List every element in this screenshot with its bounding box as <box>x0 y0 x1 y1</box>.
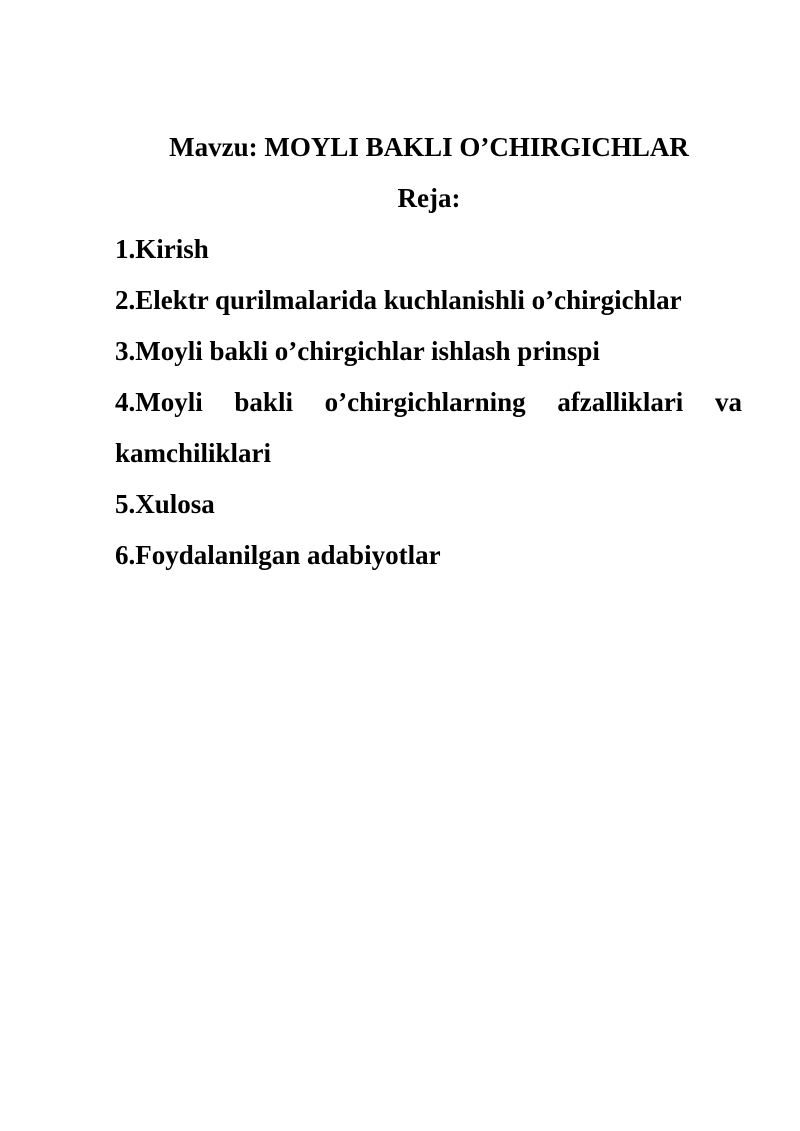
plan-item-4-line-2: kamchiliklari <box>115 438 272 468</box>
document-content <box>115 122 742 581</box>
plan-item-6: 6.Foydalanilgan adabiyotlar <box>115 540 441 570</box>
plan-heading: Reja: <box>397 183 461 213</box>
plan-item-4 <box>115 377 742 479</box>
document-title: Mavzu: MOYLI BAKLI O’CHIRGICHLAR <box>169 132 689 162</box>
plan-item-5: 5.Xulosa <box>115 489 215 519</box>
plan-item-4-line-1: 4.Moyli bakli o’chirgichlarning afzalliklari va <box>115 387 742 417</box>
plan-item-2: 2.Elektr qurilmalarida kuchlanishli o’chirgichlar <box>115 285 682 315</box>
plan-item-1: 1.Kirish <box>115 234 209 264</box>
plan-item-3: 3.Moyli bakli o’chirgichlar ishlash prinspi <box>115 336 600 366</box>
plan-list <box>115 224 742 581</box>
